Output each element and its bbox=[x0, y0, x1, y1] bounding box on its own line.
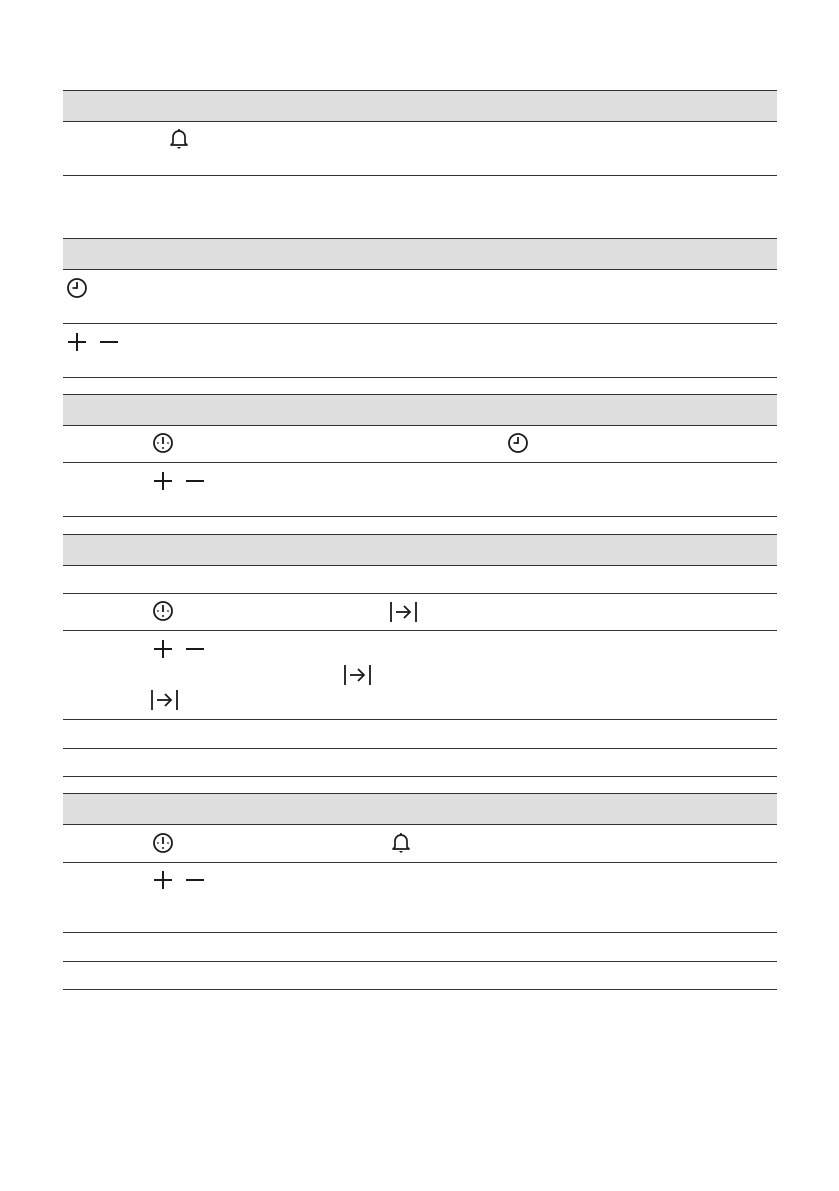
section-4-row-1 bbox=[63, 566, 777, 594]
section-1-header bbox=[63, 90, 777, 122]
minus-icon bbox=[184, 470, 206, 492]
timer-icon bbox=[152, 432, 174, 454]
minus-icon bbox=[184, 869, 206, 891]
section-3-header bbox=[63, 394, 777, 426]
bell-icon bbox=[169, 128, 189, 150]
plus-icon bbox=[66, 331, 88, 353]
section-2-header bbox=[63, 238, 777, 270]
section-2-row-1 bbox=[63, 270, 777, 324]
minus-icon bbox=[98, 331, 120, 353]
timer-icon bbox=[152, 832, 174, 854]
clock-icon bbox=[66, 277, 88, 299]
section-4-header bbox=[63, 534, 777, 566]
section-4-row-4 bbox=[63, 720, 777, 749]
minus-icon bbox=[184, 638, 206, 660]
end-arrow-icon bbox=[343, 663, 373, 687]
section-2-row-2 bbox=[63, 324, 777, 378]
section-5-header bbox=[63, 793, 777, 825]
clock-icon bbox=[507, 432, 529, 454]
plus-icon bbox=[152, 638, 174, 660]
bell-icon bbox=[391, 832, 411, 854]
plus-icon bbox=[152, 470, 174, 492]
timer-icon bbox=[152, 600, 174, 622]
section-5-row-4 bbox=[63, 962, 777, 990]
end-arrow-icon bbox=[150, 688, 180, 712]
end-arrow-icon bbox=[389, 600, 419, 624]
plus-icon bbox=[152, 869, 174, 891]
section-4-row-5 bbox=[63, 749, 777, 777]
section-5-row-3 bbox=[63, 933, 777, 962]
